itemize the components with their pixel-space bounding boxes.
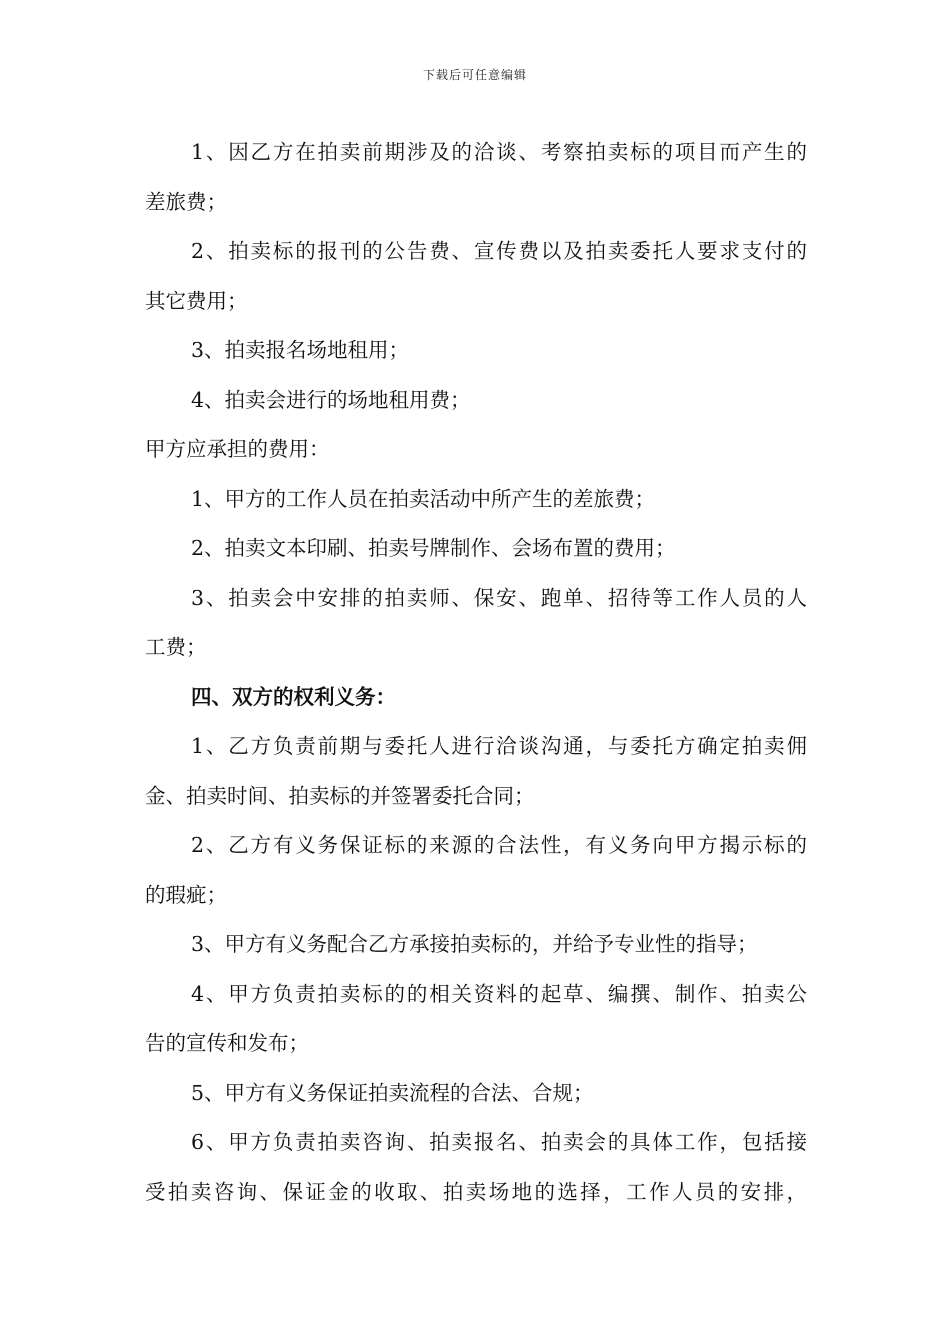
- section-heading: 四、双方的权利义务：: [191, 684, 396, 709]
- paragraph-line: 告的宣传和发布；: [145, 1031, 309, 1055]
- paragraph-line: 工费；: [145, 635, 207, 659]
- paragraph-line: 1、甲方的工作人员在拍卖活动中所产生的差旅费；: [191, 486, 656, 511]
- paragraph-line: 2、拍卖标的报刊的公告费、宣传费以及拍卖委托人要求支付的: [191, 239, 807, 263]
- paragraph-line: 1、乙方负责前期与委托人进行洽谈沟通，与委托方确定拍卖佣: [191, 734, 807, 758]
- paragraph-line: 受拍卖咨询、保证金的收取、拍卖场地的选择，工作人员的安排，: [145, 1179, 807, 1204]
- paragraph-line: 的瑕疵；: [145, 882, 227, 907]
- paragraph-line: 3、甲方有义务配合乙方承接拍卖标的，并给予专业性的指导；: [191, 932, 758, 956]
- paragraph-line: 6、甲方负责拍卖咨询、拍卖报名、拍卖会的具体工作，包括接: [191, 1130, 807, 1154]
- paragraph-line: 3、拍卖会中安排的拍卖师、保安、跑单、招待等工作人员的人: [191, 585, 807, 610]
- paragraph-line: 差旅费；: [145, 189, 227, 214]
- paragraph-line: 3、拍卖报名场地租用；: [191, 338, 410, 362]
- paragraph-line: 4、拍卖会进行的场地租用费；: [191, 387, 471, 412]
- document-body: [145, 128, 807, 1217]
- paragraph-line: 5、甲方有义务保证拍卖流程的合法、合规；: [191, 1080, 594, 1105]
- paragraph-line: 金、拍卖时间、拍卖标的并签署委托合同；: [145, 783, 535, 808]
- page-header: 下载后可任意编辑: [422, 68, 527, 82]
- paragraph-line: 4、甲方负责拍卖标的的相关资料的起草、编撰、制作、拍卖公: [191, 981, 807, 1006]
- paragraph-line: 2、拍卖文本印刷、拍卖号牌制作、会场布置的费用；: [191, 536, 676, 560]
- paragraph-line: 其它费用；: [145, 288, 248, 313]
- paragraph-line: 甲方应承担的费用：: [145, 437, 330, 461]
- paragraph-line: 1、因乙方在拍卖前期涉及的洽谈、考察拍卖标的项目而产生的: [191, 140, 807, 164]
- paragraph-line: 2、乙方有义务保证标的来源的合法性，有义务向甲方揭示标的: [191, 833, 807, 857]
